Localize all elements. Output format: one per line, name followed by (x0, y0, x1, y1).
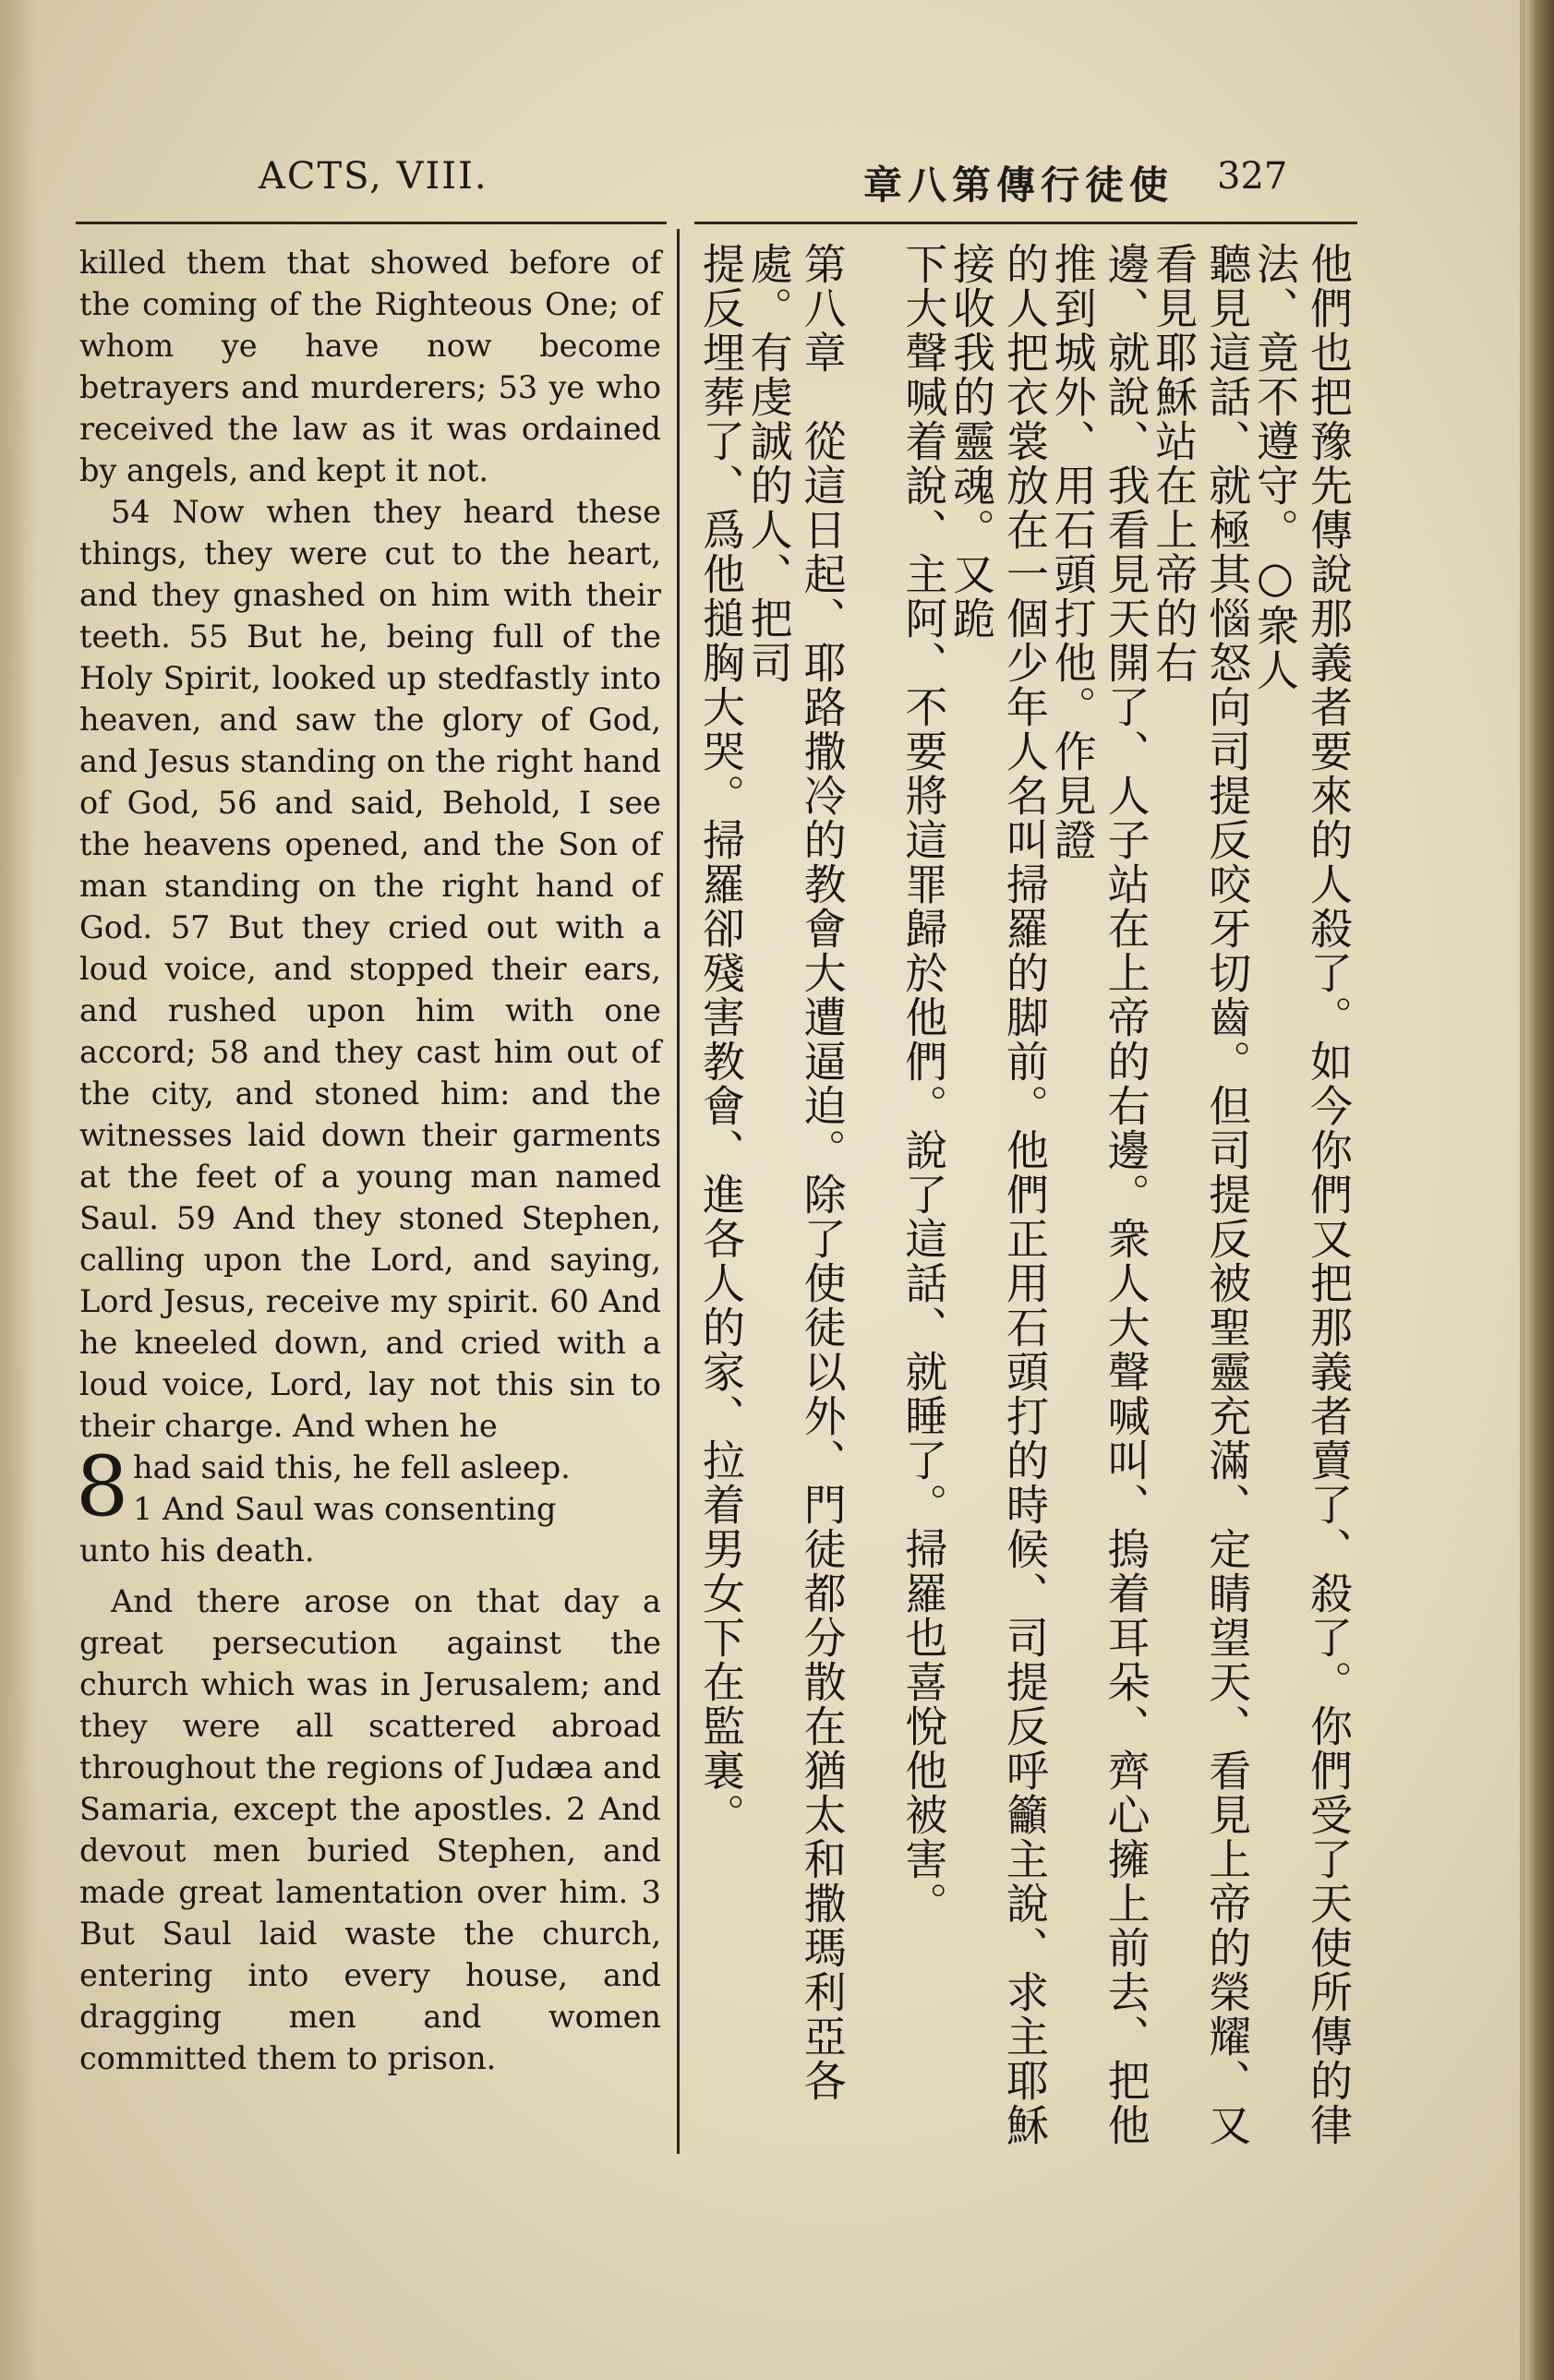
chinese-column-block (694, 242, 1355, 2153)
english-paragraph-2: 54 Now when they heard these things, they were cut to the heart, and they gnashed on him with their teeth. 55 But he, being full of the Holy Spirit, looked up stedfastly into heaven, and saw the glory of God, and Jesus standing on the right hand of God, 56 and said, Behold, I see the heavens opened, and the Son of man standing on the right hand of God. 57 But they cried out with a loud voice, and stopped their ears, and rushed upon him with one accord; 58 and they cast him out of the city, and stoned him: and the witnesses laid down their garments at the feet of a young man named Saul. 59 And they stoned Stephen, calling upon the Lord, and saying, Lord Jesus, receive my spirit. 60 And he kneeled down, and cried with a loud voice, Lord, lay not this sin to their charge. And when he (79, 494, 661, 1444)
english-paragraph-1: killed them that showed before of the coming of the Righteous One; of whom ye have now become betrayers and murderers; 53 ye who received the law as it was ordained by angels, and kept it not. (79, 245, 661, 488)
page-edge (1525, 0, 1554, 2380)
gutter-shadow (0, 0, 37, 2380)
chapter-numeral: 8 (76, 1438, 129, 1535)
page-header (0, 155, 1525, 220)
header-rule-left (76, 222, 667, 224)
running-head-chinese: 章八第傳行徒使 (863, 162, 1175, 208)
english-column (76, 242, 661, 2079)
running-head-english: ACTS, VIII. (259, 155, 488, 198)
chinese-column-5: 下大聲喊着說、主阿、不要將這罪歸於他們。說了這話、就睡了。掃羅也喜悅他被害。 (898, 242, 949, 1926)
chinese-column-4: 的人把衣裳放在一個少年人名叫掃羅的脚前。他們正用石頭打的時候、司提反呼籲主說、求主耶穌接收我的靈魂。又跪 (946, 242, 1050, 2147)
english-paragraph-4: And there arose on that day a great persecution against the church which was in Jerusalem; and they were all scattered abroad throughout the regions of Judæa and Samaria, except the apostles. 2 And devout men buried Stephen, and made great lamentation over him. 3 But Saul laid waste the church, entering into every house, and dragging men and women committed them to prison. (79, 1583, 661, 2076)
page-number: 327 (1217, 155, 1288, 198)
english-paragraph-3: unto his death. (79, 1533, 315, 1569)
header-rule-right (694, 222, 1357, 224)
chinese-column-2: 聽見這話、就極其惱怒向司提反咬牙切齒。但司提反被聖靈充滿、定睛望天、看見上帝的榮耀、又看見耶穌站在上帝的右 (1149, 242, 1253, 2147)
english-chapter-line-2: 1 And Saul was consenting (133, 1491, 557, 1527)
chinese-column-3: 邊、就說、我看見天開了、人子站在上帝的右邊。衆人大聲喊叫、摀着耳朵、齊心擁上前去、把他推到城外、用石頭打他。作見證 (1047, 242, 1151, 2147)
chinese-column-6: 第八章 從這日起、耶路撒冷的教會大遭逼迫。除了使徒以外、門徒都分散在猶太和撒瑪利亞各處。有虔誠的人、把司 (743, 242, 848, 2103)
chinese-column-1: 他們也把豫先傳說那義者要來的人殺了。如今你們又把那義者賣了、殺了。你們受了天使所傳的律法、竟不遵守。○衆人 (1249, 242, 1354, 2147)
chapter-start (76, 1438, 661, 1535)
column-divider (677, 229, 680, 2154)
chinese-column-7: 提反埋葬了、爲他搥胸大哭。掃羅卻殘害教會、進各人的家、拉着男女下在監裏。 (696, 242, 746, 1837)
english-chapter-line-1: had said this, he fell asleep. (133, 1449, 571, 1485)
